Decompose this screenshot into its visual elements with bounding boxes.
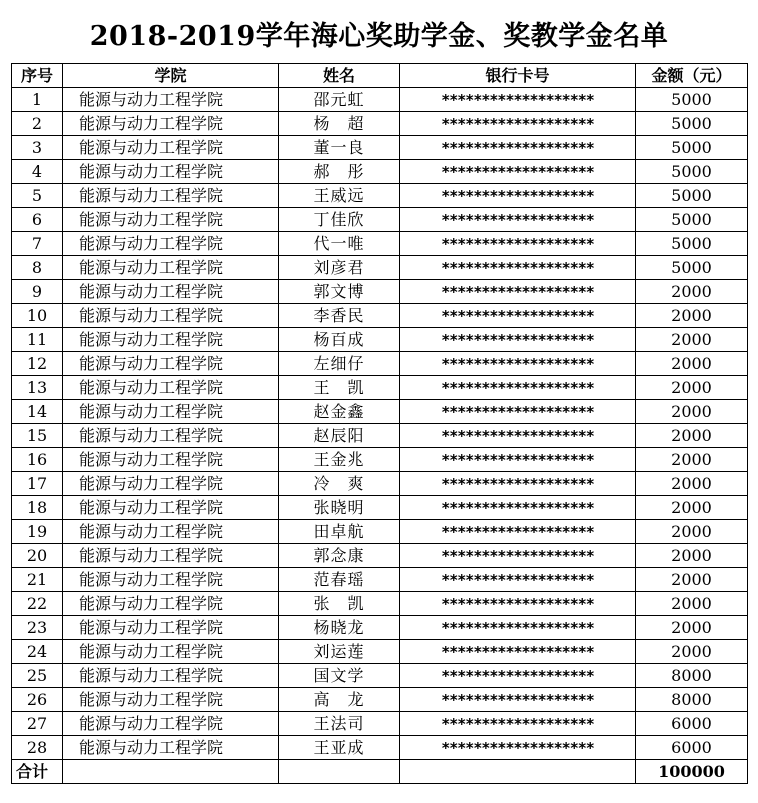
- row-bank-card: *******************: [400, 640, 636, 664]
- row-amount: 5000: [636, 88, 748, 112]
- row-number: 14: [12, 400, 63, 424]
- row-number: 28: [12, 736, 63, 760]
- row-name: 王法司: [279, 712, 400, 736]
- row-name: 董一良: [279, 136, 400, 160]
- row-college: 能源与动力工程学院: [63, 208, 279, 232]
- table-row: [12, 568, 748, 592]
- total-empty-card: [400, 760, 636, 784]
- row-college: 能源与动力工程学院: [63, 424, 279, 448]
- row-name: 杨晓龙: [279, 616, 400, 640]
- row-amount: 2000: [636, 280, 748, 304]
- row-college: 能源与动力工程学院: [63, 400, 279, 424]
- row-number: 24: [12, 640, 63, 664]
- row-number: 1: [12, 88, 63, 112]
- row-college: 能源与动力工程学院: [63, 472, 279, 496]
- row-amount: 5000: [636, 160, 748, 184]
- table-row: [12, 424, 748, 448]
- row-name: 王 凯: [279, 376, 400, 400]
- row-amount: 2000: [636, 400, 748, 424]
- table-row: [12, 736, 748, 760]
- row-name: 赵辰阳: [279, 424, 400, 448]
- row-number: 11: [12, 328, 63, 352]
- row-number: 9: [12, 280, 63, 304]
- row-bank-card: *******************: [400, 496, 636, 520]
- total-amount: 100000: [636, 760, 748, 784]
- row-amount: 5000: [636, 136, 748, 160]
- row-bank-card: *******************: [400, 400, 636, 424]
- row-name: 刘彦君: [279, 256, 400, 280]
- total-row: [12, 760, 748, 784]
- table-row: [12, 448, 748, 472]
- row-bank-card: *******************: [400, 304, 636, 328]
- header-bank-card: 银行卡号: [400, 64, 636, 88]
- row-college: 能源与动力工程学院: [63, 712, 279, 736]
- row-amount: 8000: [636, 664, 748, 688]
- row-number: 6: [12, 208, 63, 232]
- row-number: 2: [12, 112, 63, 136]
- row-number: 27: [12, 712, 63, 736]
- row-college: 能源与动力工程学院: [63, 592, 279, 616]
- table-row: [12, 664, 748, 688]
- row-bank-card: *******************: [400, 544, 636, 568]
- header-amount: 金额（元）: [636, 64, 748, 88]
- row-college: 能源与动力工程学院: [63, 448, 279, 472]
- table-row: [12, 88, 748, 112]
- table-row: [12, 592, 748, 616]
- row-bank-card: *******************: [400, 424, 636, 448]
- row-name: 张 凯: [279, 592, 400, 616]
- row-amount: 8000: [636, 688, 748, 712]
- row-name: 郝 彤: [279, 160, 400, 184]
- row-number: 12: [12, 352, 63, 376]
- row-name: 李香民: [279, 304, 400, 328]
- row-bank-card: *******************: [400, 208, 636, 232]
- row-bank-card: *******************: [400, 232, 636, 256]
- header-college: 学院: [63, 64, 279, 88]
- table-row: [12, 136, 748, 160]
- table-row: [12, 640, 748, 664]
- row-amount: 2000: [636, 496, 748, 520]
- row-name: 杨百成: [279, 328, 400, 352]
- row-number: 20: [12, 544, 63, 568]
- row-name: 刘运莲: [279, 640, 400, 664]
- row-amount: 2000: [636, 544, 748, 568]
- row-number: 7: [12, 232, 63, 256]
- row-number: 25: [12, 664, 63, 688]
- table-row: [12, 184, 748, 208]
- row-amount: 2000: [636, 328, 748, 352]
- row-name: 王金兆: [279, 448, 400, 472]
- row-bank-card: *******************: [400, 136, 636, 160]
- row-number: 23: [12, 616, 63, 640]
- row-number: 13: [12, 376, 63, 400]
- row-number: 16: [12, 448, 63, 472]
- table-row: [12, 472, 748, 496]
- header-number: 序号: [12, 64, 63, 88]
- row-college: 能源与动力工程学院: [63, 376, 279, 400]
- row-amount: 2000: [636, 448, 748, 472]
- row-bank-card: *******************: [400, 472, 636, 496]
- table-row: [12, 232, 748, 256]
- table-row: [12, 688, 748, 712]
- row-name: 郭文博: [279, 280, 400, 304]
- row-name: 范春瑶: [279, 568, 400, 592]
- row-name: 丁佳欣: [279, 208, 400, 232]
- row-amount: 2000: [636, 616, 748, 640]
- row-name: 邵元虹: [279, 88, 400, 112]
- document-title: 2018-2019学年海心奖助学金、奖教学金名单: [89, 21, 669, 52]
- row-college: 能源与动力工程学院: [63, 328, 279, 352]
- row-amount: 5000: [636, 184, 748, 208]
- table-header-row: [12, 64, 748, 88]
- row-college: 能源与动力工程学院: [63, 736, 279, 760]
- row-amount: 2000: [636, 640, 748, 664]
- row-number: 17: [12, 472, 63, 496]
- row-college: 能源与动力工程学院: [63, 616, 279, 640]
- row-name: 国文学: [279, 664, 400, 688]
- table-row: [12, 328, 748, 352]
- row-name: 张晓明: [279, 496, 400, 520]
- row-college: 能源与动力工程学院: [63, 544, 279, 568]
- row-college: 能源与动力工程学院: [63, 136, 279, 160]
- table-row: [12, 280, 748, 304]
- total-empty-name: [279, 760, 400, 784]
- table-row: [12, 496, 748, 520]
- table-row: [12, 712, 748, 736]
- row-bank-card: *******************: [400, 352, 636, 376]
- row-number: 8: [12, 256, 63, 280]
- table-row: [12, 304, 748, 328]
- row-college: 能源与动力工程学院: [63, 160, 279, 184]
- row-amount: 6000: [636, 736, 748, 760]
- row-number: 18: [12, 496, 63, 520]
- row-name: 冷 爽: [279, 472, 400, 496]
- row-college: 能源与动力工程学院: [63, 688, 279, 712]
- row-college: 能源与动力工程学院: [63, 664, 279, 688]
- row-college: 能源与动力工程学院: [63, 640, 279, 664]
- row-number: 3: [12, 136, 63, 160]
- row-number: 26: [12, 688, 63, 712]
- row-amount: 6000: [636, 712, 748, 736]
- row-number: 4: [12, 160, 63, 184]
- row-number: 5: [12, 184, 63, 208]
- row-bank-card: *******************: [400, 88, 636, 112]
- row-bank-card: *******************: [400, 328, 636, 352]
- row-amount: 2000: [636, 304, 748, 328]
- row-amount: 5000: [636, 256, 748, 280]
- row-name: 代一唯: [279, 232, 400, 256]
- row-bank-card: *******************: [400, 280, 636, 304]
- table-row: [12, 160, 748, 184]
- row-bank-card: *******************: [400, 664, 636, 688]
- row-bank-card: *******************: [400, 712, 636, 736]
- table-row: [12, 376, 748, 400]
- row-bank-card: *******************: [400, 568, 636, 592]
- table-row: [12, 112, 748, 136]
- row-amount: 5000: [636, 112, 748, 136]
- row-bank-card: *******************: [400, 688, 636, 712]
- row-bank-card: *******************: [400, 616, 636, 640]
- table-body: [12, 88, 748, 760]
- row-amount: 2000: [636, 352, 748, 376]
- row-name: 赵金鑫: [279, 400, 400, 424]
- row-bank-card: *******************: [400, 160, 636, 184]
- row-college: 能源与动力工程学院: [63, 88, 279, 112]
- row-name: 杨 超: [279, 112, 400, 136]
- row-amount: 2000: [636, 520, 748, 544]
- row-bank-card: *******************: [400, 448, 636, 472]
- row-bank-card: *******************: [400, 112, 636, 136]
- row-amount: 2000: [636, 568, 748, 592]
- row-amount: 5000: [636, 232, 748, 256]
- row-amount: 2000: [636, 376, 748, 400]
- row-number: 22: [12, 592, 63, 616]
- header-name: 姓名: [279, 64, 400, 88]
- row-college: 能源与动力工程学院: [63, 280, 279, 304]
- row-number: 15: [12, 424, 63, 448]
- row-college: 能源与动力工程学院: [63, 304, 279, 328]
- total-label: 合计: [12, 760, 63, 784]
- row-college: 能源与动力工程学院: [63, 256, 279, 280]
- row-bank-card: *******************: [400, 184, 636, 208]
- table-row: [12, 400, 748, 424]
- row-college: 能源与动力工程学院: [63, 232, 279, 256]
- row-name: 郭念康: [279, 544, 400, 568]
- row-college: 能源与动力工程学院: [63, 568, 279, 592]
- row-college: 能源与动力工程学院: [63, 184, 279, 208]
- row-college: 能源与动力工程学院: [63, 112, 279, 136]
- row-college: 能源与动力工程学院: [63, 496, 279, 520]
- row-number: 19: [12, 520, 63, 544]
- table-row: [12, 256, 748, 280]
- row-name: 田卓航: [279, 520, 400, 544]
- table-row: [12, 616, 748, 640]
- row-number: 10: [12, 304, 63, 328]
- total-empty-college: [63, 760, 279, 784]
- row-name: 高 龙: [279, 688, 400, 712]
- table-row: [12, 352, 748, 376]
- row-number: 21: [12, 568, 63, 592]
- row-name: 王亚成: [279, 736, 400, 760]
- table-row: [12, 520, 748, 544]
- row-amount: 2000: [636, 472, 748, 496]
- table-row: [12, 544, 748, 568]
- row-bank-card: *******************: [400, 376, 636, 400]
- table-row: [12, 208, 748, 232]
- row-bank-card: *******************: [400, 736, 636, 760]
- row-amount: 2000: [636, 592, 748, 616]
- row-bank-card: *******************: [400, 256, 636, 280]
- scholarship-table: [11, 63, 748, 784]
- row-bank-card: *******************: [400, 520, 636, 544]
- row-amount: 5000: [636, 208, 748, 232]
- row-name: 王威远: [279, 184, 400, 208]
- row-amount: 2000: [636, 424, 748, 448]
- row-college: 能源与动力工程学院: [63, 352, 279, 376]
- row-college: 能源与动力工程学院: [63, 520, 279, 544]
- row-name: 左细仔: [279, 352, 400, 376]
- row-bank-card: *******************: [400, 592, 636, 616]
